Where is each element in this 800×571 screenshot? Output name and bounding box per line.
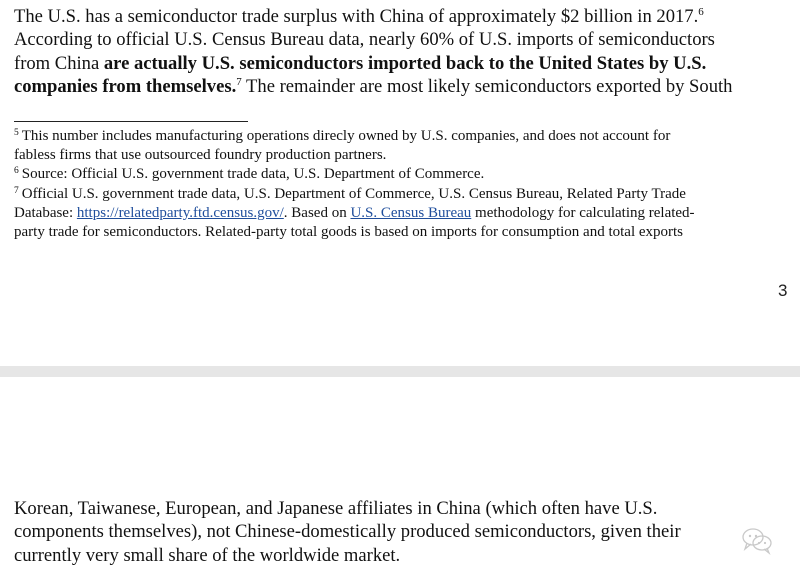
footnote-ref-7[interactable]: 7 xyxy=(236,75,242,88)
census-bureau-link[interactable]: U.S. Census Bureau xyxy=(350,204,472,221)
footnote-divider xyxy=(14,121,248,122)
body-paragraph-1 xyxy=(14,5,794,98)
footnote-5-line-1: $^5$ This number includes manufacturing operations direcly owned by U.S. companies, and does not account for xyxy=(14,128,671,144)
footnotes xyxy=(14,127,794,242)
footnote-number-6: 6 xyxy=(14,166,19,177)
page-separator xyxy=(0,366,800,377)
body-paragraph-2 xyxy=(14,497,794,567)
paragraph-1-line-2: According to official U.S. Census Bureau data, nearly 60% of U.S. imports of semiconductors xyxy=(14,29,715,51)
bold-emphasis: companies from themselves. xyxy=(14,75,237,97)
footnote-5-line-2: fabless firms that use outsourced foundry production partners. xyxy=(14,147,387,164)
paragraph-2-line-3: currently very small share of the worldwide market. xyxy=(14,544,401,566)
paragraph-2-line-1: Korean, Taiwanese, European, and Japanese affiliates in China (which often have U.S. xyxy=(14,498,658,519)
footnote-7-line-3: party trade for semiconductors. Related-party total goods is based on imports for consumption and total exports xyxy=(14,224,684,241)
page-number: 3 xyxy=(778,281,788,300)
footnote-7-line-2: Database: https://relatedparty.ftd.census.gov/. Based on U.S. Census Bureau methodology for calculating related- xyxy=(14,204,695,221)
paragraph-1-line-3: from China are actually U.S. semiconductors imported back to the United States by U.S. xyxy=(14,52,707,74)
paragraph-1-line-1: The U.S. has a semiconductor trade surplus with China of approximately $2 billion in 2017.$^6$ xyxy=(14,6,704,27)
footnote-6-line-1: $^6$ Source: Official U.S. government trade data, U.S. Department of Commerce. xyxy=(14,166,485,183)
bold-emphasis: are actually U.S. semiconductors imported back to the United States by U.S. xyxy=(103,52,707,74)
footnote-ref-6[interactable]: 6 xyxy=(698,6,704,18)
paragraph-2-line-2: components themselves), not Chinese-domestically produced semiconductors, given their xyxy=(14,521,681,543)
paragraph-1-line-4: companies from themselves.$^7$ The remainder are most likely semiconductors exported by South xyxy=(14,75,733,97)
footnote-number-7: 7 xyxy=(14,185,19,196)
related-party-database-link[interactable]: https://relatedparty.ftd.census.gov/ xyxy=(76,204,284,221)
footnote-number-5: 5 xyxy=(14,128,19,138)
footnote-7-line-1: $^7$ Official U.S. government trade data, U.S. Department of Commerce, U.S. Census Bureau, Related Party Trade xyxy=(14,185,686,202)
chat-bubble-watermark-icon xyxy=(740,525,774,555)
